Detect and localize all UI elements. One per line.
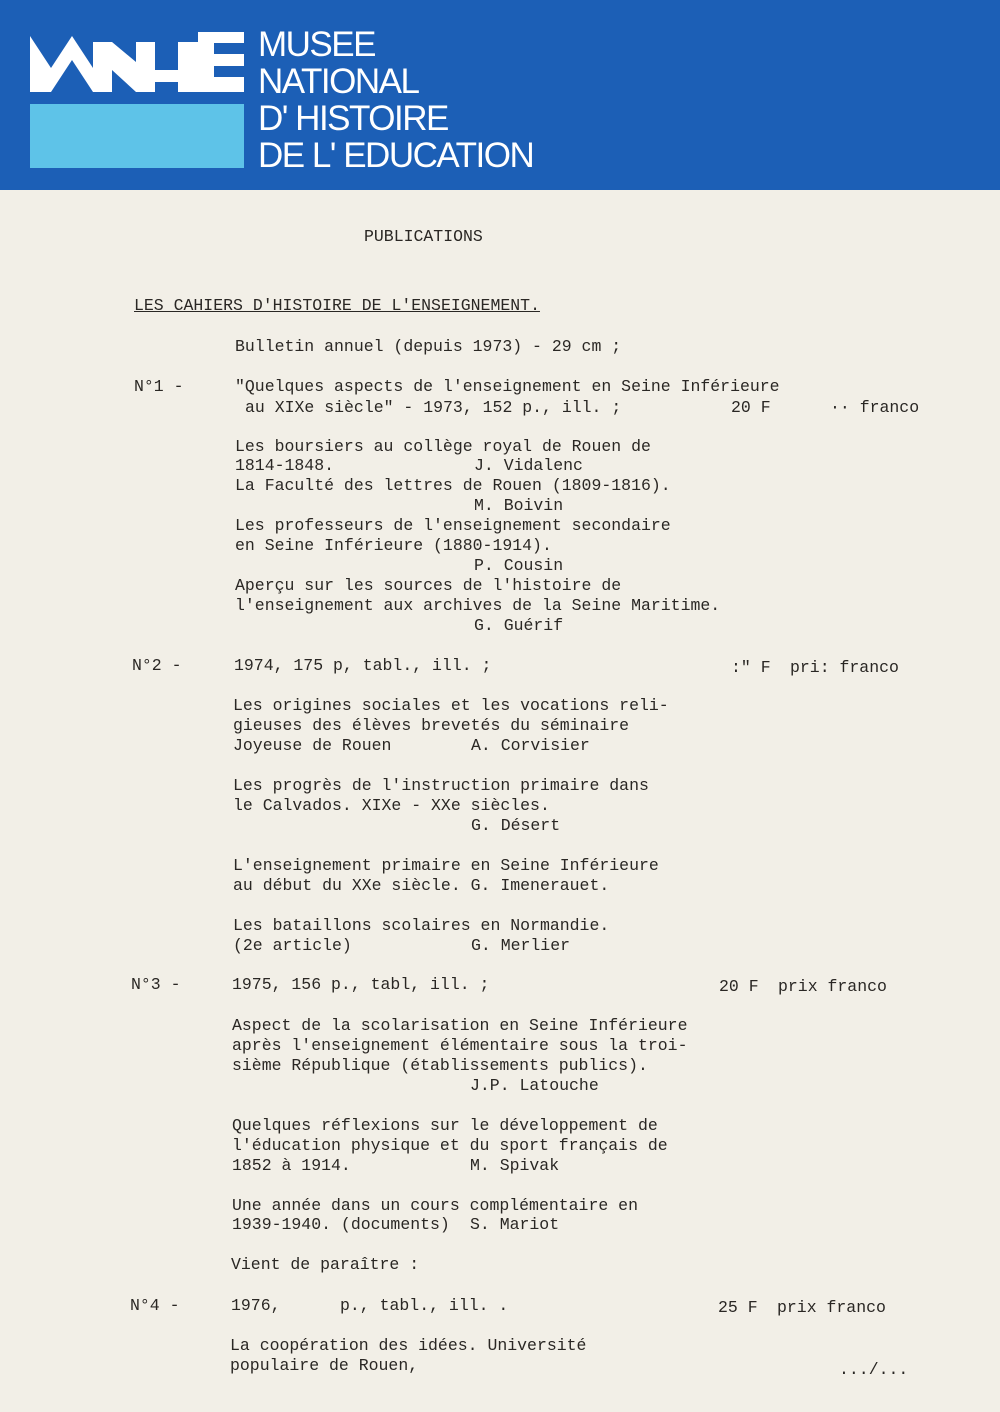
issue-price: 25 F: [718, 1298, 758, 1317]
org-name-line: MUSEE: [258, 25, 375, 64]
mnhe-logo-icon: [30, 30, 244, 168]
article-line: (2e article): [233, 936, 352, 955]
article-author: M. Spivak: [470, 1156, 560, 1175]
article-line: 1852 à 1914.: [232, 1156, 351, 1175]
issue-title: au XIXe siècle" - 1973, 152 p., ill. ;: [245, 398, 622, 417]
org-name: [258, 26, 533, 174]
issue-details: 1975, 156 p., tabl, ill. ;: [232, 975, 490, 994]
article-line: L'enseignement primaire en Seine Inférieure: [233, 856, 659, 875]
article-line: l'enseignement aux archives de la Seine Maritime.: [235, 596, 721, 615]
article-line: gieuses des élèves brevetés du séminaire: [233, 716, 630, 735]
article-author: G. Guérif: [474, 616, 564, 635]
issue-number: N°3 -: [131, 975, 181, 994]
issue-price: 20 F: [731, 398, 771, 417]
article-author: G. Merlier: [471, 936, 571, 955]
article-line: Les boursiers au collège royal de Rouen de: [235, 437, 651, 456]
issue-shipping: ·· franco: [830, 398, 920, 417]
continuation-marker: .../...: [839, 1360, 909, 1379]
article-line: Aspect de la scolarisation en Seine Inférieure: [232, 1016, 688, 1035]
org-name-line: D' HISTOIRE: [258, 99, 448, 138]
article-line: 1814-1848.: [235, 456, 335, 475]
article-line: sième République (établissements publics).: [232, 1056, 648, 1075]
issue-details: 1974, 175 p, tabl., ill. ;: [234, 656, 492, 675]
article-author: A. Corvisier: [471, 736, 590, 755]
issue-number: N°4 -: [130, 1296, 180, 1315]
issue-price: :" F: [731, 658, 771, 677]
issue-number: N°2 -: [132, 656, 182, 675]
article-line: La coopération des idées. Université: [230, 1336, 587, 1355]
article-line: Joyeuse de Rouen: [233, 736, 392, 755]
issue-details: p., tabl., ill. .: [340, 1296, 509, 1315]
article-line: Aperçu sur les sources de l'histoire de: [235, 576, 622, 595]
article-line: Quelques réflexions sur le développement de: [232, 1116, 658, 1135]
article-line: au début du XXe siècle. G. Imenerauet.: [233, 876, 610, 895]
article-author: P. Cousin: [474, 556, 564, 575]
recent-label: Vient de paraître :: [231, 1255, 420, 1274]
series-description: Bulletin annuel (depuis 1973) - 29 cm ;: [235, 337, 622, 356]
article-author: G. Désert: [471, 816, 561, 835]
article-line: l'éducation physique et du sport français de: [232, 1136, 668, 1155]
article-line: après l'enseignement élémentaire sous la troi-: [232, 1036, 688, 1055]
article-line: Les professeurs de l'enseignement secondaire: [235, 516, 671, 535]
article-line: le Calvados. XIXe - XXe siècles.: [233, 796, 550, 815]
org-name-line: DE L' EDUCATION: [258, 136, 534, 175]
article-line: 1939-1940. (documents): [232, 1215, 450, 1234]
article-line: La Faculté des lettres de Rouen (1809-1816).: [235, 476, 671, 495]
series-title: LES CAHIERS D'HISTOIRE DE L'ENSEIGNEMENT.: [134, 296, 540, 315]
article-line: Les progrès de l'instruction primaire dans: [233, 776, 649, 795]
issue-year: 1976,: [231, 1296, 281, 1315]
article-line: Les bataillons scolaires en Normandie.: [233, 916, 610, 935]
page-title: PUBLICATIONS: [364, 227, 483, 246]
article-line: populaire de Rouen,: [230, 1356, 419, 1375]
article-line: en Seine Inférieure (1880-1914).: [235, 536, 552, 555]
article-author: M. Boivin: [474, 496, 564, 515]
article-line: Une année dans un cours complémentaire en: [232, 1196, 638, 1215]
issue-price: 20 F: [719, 977, 759, 996]
article-line: Les origines sociales et les vocations reli-: [233, 696, 669, 715]
issue-shipping: pri: franco: [790, 658, 899, 677]
issue-number: N°1 -: [134, 377, 184, 396]
issue-shipping: prix franco: [777, 1298, 886, 1317]
header-banner: [0, 0, 1000, 190]
article-author: J.P. Latouche: [470, 1076, 599, 1095]
issue-shipping: prix franco: [778, 977, 887, 996]
article-author: S. Mariot: [470, 1215, 560, 1234]
issue-title: "Quelques aspects de l'enseignement en Seine Inférieure: [235, 377, 780, 396]
article-author: J. Vidalenc: [474, 456, 583, 475]
org-name-line: NATIONAL: [258, 62, 419, 101]
